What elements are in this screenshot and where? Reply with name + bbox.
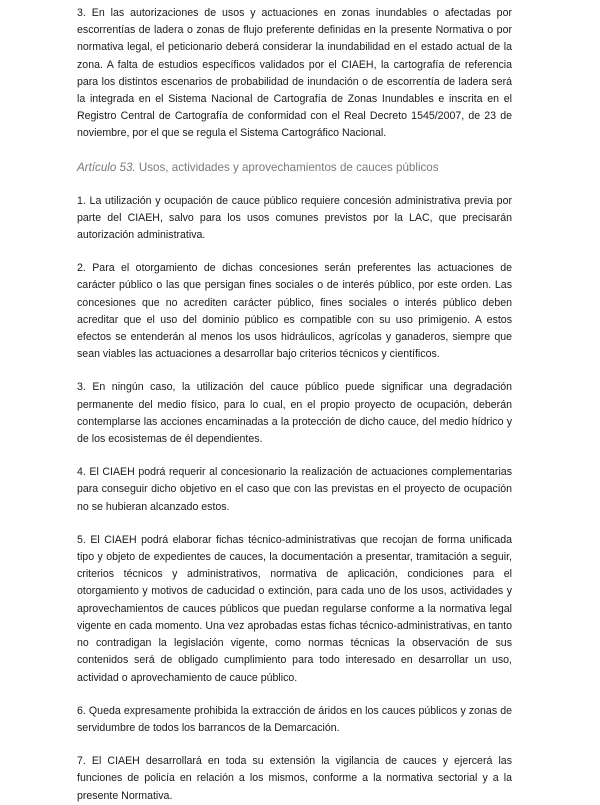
article-number: Artículo 53. <box>77 160 136 174</box>
paragraph-7: 7. El CIAEH desarrollará en toda su extensión la vigilancia de cauces y ejercerá las funciones de policía en relación a los mismos, conforme a la normativa sectorial y a la presente Normativa. <box>77 755 512 802</box>
paragraph-3: 3. En ningún caso, la utilización del cauce público puede significar una degradación permanente del medio físico, para lo cual, en el propio proyecto de ocupación, deberán contemplarse las acciones encaminadas a la protección de dicho cauce, del medio hídrico y de los ecosistemas de él dependientes. <box>77 381 512 446</box>
paragraph-6: 6. Queda expresamente prohibida la extracción de áridos en los cauces públicos y zonas de servidumbre de todos los barrancos de la Demarcación. <box>77 704 512 734</box>
article-heading <box>77 159 512 176</box>
article-title: Usos, actividades y aprovechamientos de cauces públicos <box>138 160 439 174</box>
paragraph-2: 2. Para el otorgamiento de dichas concesiones serán preferentes las actuaciones de carácter público o las que persigan fines sociales o de interés público, por este orden. Las concesiones que no acrediten carácter público, fines sociales o interés público deben acreditar que el uso del dominio público es compatible con su uso primigenio. A estos efectos se entenderán al menos los usos hidráulicos, agrícolas y ganaderos, siempre que sean viables las actuaciones a desarrollar bajo criterios técnicos y científicos. <box>77 262 512 361</box>
paragraph-3-flood-zones: 3. En las autorizaciones de usos y actuaciones en zonas inundables o afectadas por escorrentías de ladera o zonas de flujo preferente definidas en la presente Normativa o por normativa legal, el peticionario deberá considerar la inundabilidad en el estado actual de la zona. A falta de estudios específicos validados por el CIAEH, la cartografía de referencia para los distintos escenarios de probabilidad de inundación o de escorrentía de ladera será la integrada en el Sistema Nacional de Cartografía de Zonas Inundables e inscrita en el Registro Central de Cartografía de conformidad con el Real Decreto 1545/2007, de 23 de noviembre, por el que se regula el Sistema Cartográfico Nacional. <box>77 7 512 140</box>
paragraph-1: 1. La utilización y ocupación de cauce público requiere concesión administrativa previa por parte del CIAEH, salvo para los usos comunes previstos por la LAC, que precisarán autorización administrativa. <box>77 194 512 242</box>
paragraph-4: 4. El CIAEH podrá requerir al concesionario la realización de actuaciones complementarias para conseguir dicho objetivo en el caso que con las previstas en el proyecto de ocupación no se hubieran alcanzado estos. <box>77 466 512 513</box>
paragraph-5: 5. El CIAEH podrá elaborar fichas técnico-administrativas que recojan de forma unificada tipo y objeto de expedientes de cauces, la documentación a presentar, tramitación a seguir, criterios técnicos y administrativos, normativa de aplicación, condiciones para el otorgamiento y motivos de caducidad o extinción, para cada uno de los usos, actividades y aprovechamientos de cauces públicos que puedan regularse conforme a la normativa legal vigente en cada momento. Una vez aprobadas estas fichas técnico-administrativas, en tanto no contradigan la legislación vigente, como normas técnicas la observación de sus contenidos será de obligado cumplimiento para todo interesado en desarrollar un uso, actividad o aprovechamiento de cauce público. <box>77 533 512 684</box>
